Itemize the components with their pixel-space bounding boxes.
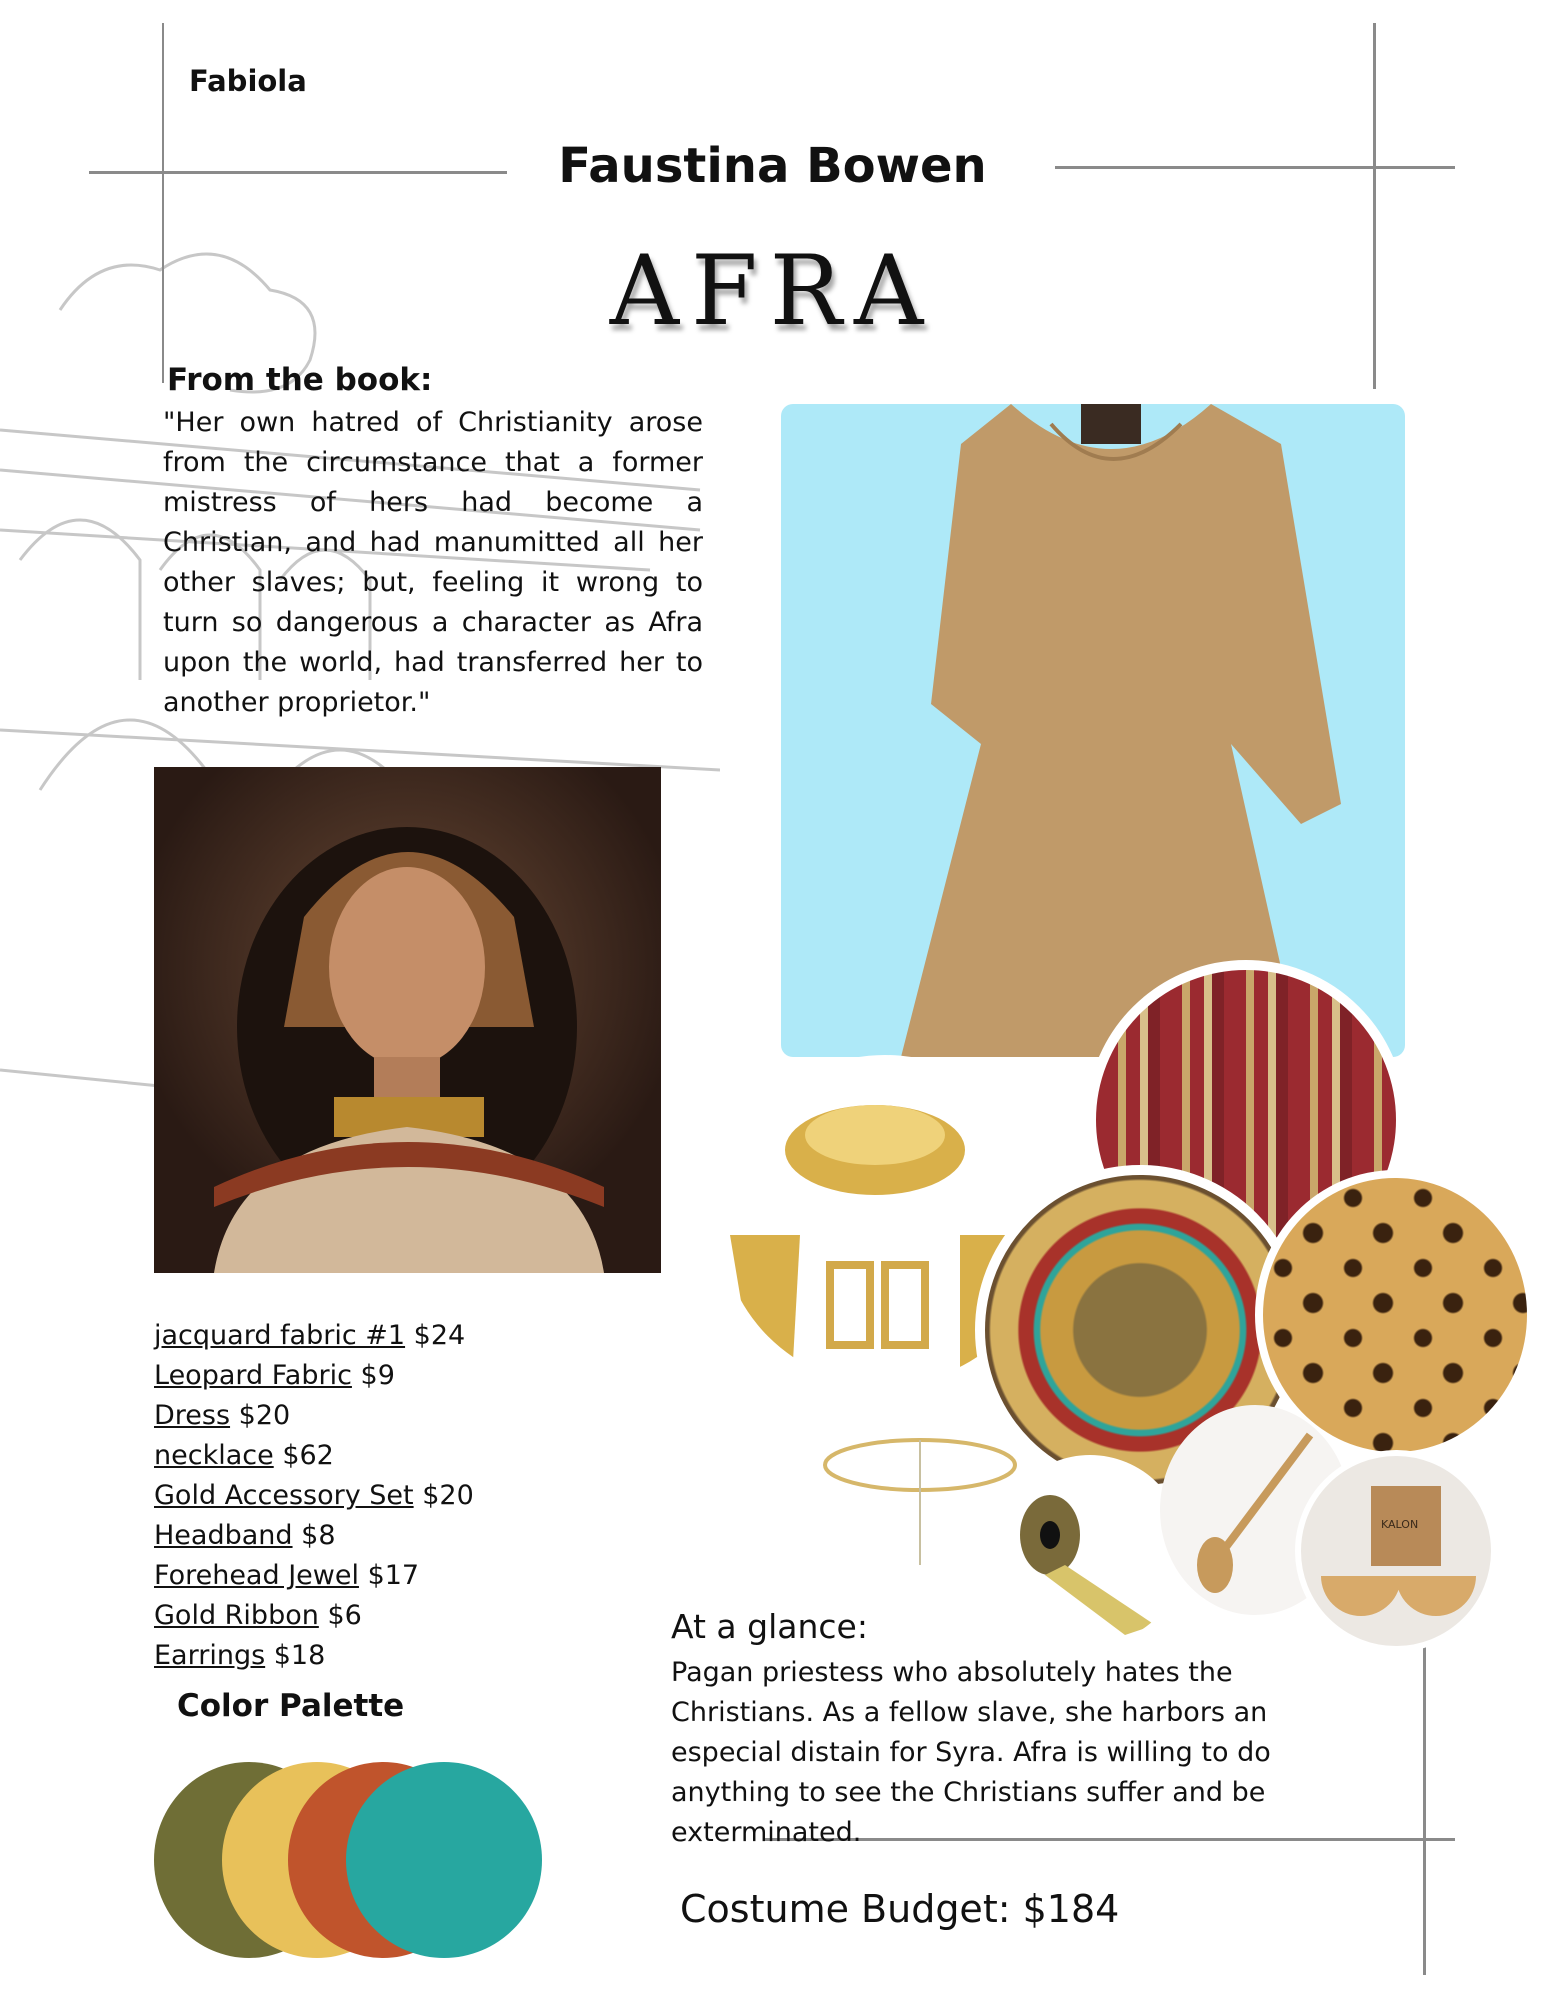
actor-name: Faustina Bowen bbox=[558, 138, 987, 194]
item-link[interactable]: Forehead Jewel bbox=[154, 1560, 359, 1591]
item-price: $17 bbox=[367, 1560, 420, 1591]
item-price: $18 bbox=[273, 1640, 326, 1671]
earrings-photo bbox=[1295, 1450, 1497, 1652]
item-link[interactable]: jacquard fabric #1 bbox=[154, 1320, 406, 1351]
earring-card-brand: KALON bbox=[1381, 1518, 1419, 1531]
costume-item bbox=[154, 1596, 474, 1636]
item-link[interactable]: Earrings bbox=[154, 1640, 266, 1671]
item-price: $62 bbox=[282, 1440, 334, 1471]
book-heading: From the book: bbox=[167, 362, 433, 398]
item-price: $20 bbox=[238, 1400, 291, 1431]
item-price: $20 bbox=[422, 1480, 474, 1511]
book-quote: "Her own hatred of Christianity arose from the circumstance that a former mistress of hers had become a Christian, and had manumitted all her other slaves; but, feeling it wrong to turn so dangerous a character as Afra upon the world, had transferred her to another proprietor." bbox=[163, 407, 703, 718]
item-price: $9 bbox=[360, 1360, 395, 1391]
palette-swatch bbox=[346, 1762, 542, 1958]
at-a-glance-text: Pagan priestess who absolutely hates the Christians. As a fellow slave, she harbors an especial distain for Syra. Afra is willing to do anything to see the Christians suffer and be exterminated. bbox=[671, 1657, 1271, 1848]
item-link[interactable]: Gold Ribbon bbox=[154, 1600, 319, 1631]
frame-line-bottom-vertical bbox=[1423, 1643, 1426, 1975]
item-link[interactable]: Gold Accessory Set bbox=[154, 1480, 414, 1511]
costume-item bbox=[154, 1516, 474, 1556]
costume-item-list bbox=[154, 1316, 474, 1676]
costume-item bbox=[154, 1356, 474, 1396]
costume-item bbox=[154, 1636, 474, 1676]
character-portrait bbox=[154, 767, 661, 1273]
item-price: $24 bbox=[413, 1320, 466, 1351]
character-name: AFRA bbox=[609, 235, 936, 347]
item-link[interactable]: Leopard Fabric bbox=[154, 1360, 352, 1391]
item-link[interactable]: Dress bbox=[154, 1400, 231, 1431]
costume-item bbox=[154, 1476, 474, 1516]
at-a-glance-heading: At a glance: bbox=[671, 1607, 868, 1646]
item-price: $6 bbox=[327, 1600, 362, 1631]
costume-item bbox=[154, 1396, 474, 1436]
item-price: $8 bbox=[301, 1520, 336, 1551]
costume-item bbox=[154, 1556, 474, 1596]
costume-budget: Costume Budget: $184 bbox=[680, 1887, 1120, 1931]
costume-item bbox=[154, 1316, 474, 1356]
dress-photo bbox=[781, 404, 1405, 1057]
gold-belt-chain-photo bbox=[820, 1430, 1020, 1570]
gold-ribbon-photo bbox=[995, 1455, 1185, 1645]
item-link[interactable]: necklace bbox=[154, 1440, 274, 1471]
item-link[interactable]: Headband bbox=[154, 1520, 293, 1551]
color-palette-heading: Color Palette bbox=[177, 1688, 405, 1724]
production-title: Fabiola bbox=[189, 64, 307, 98]
costume-item bbox=[154, 1436, 474, 1476]
